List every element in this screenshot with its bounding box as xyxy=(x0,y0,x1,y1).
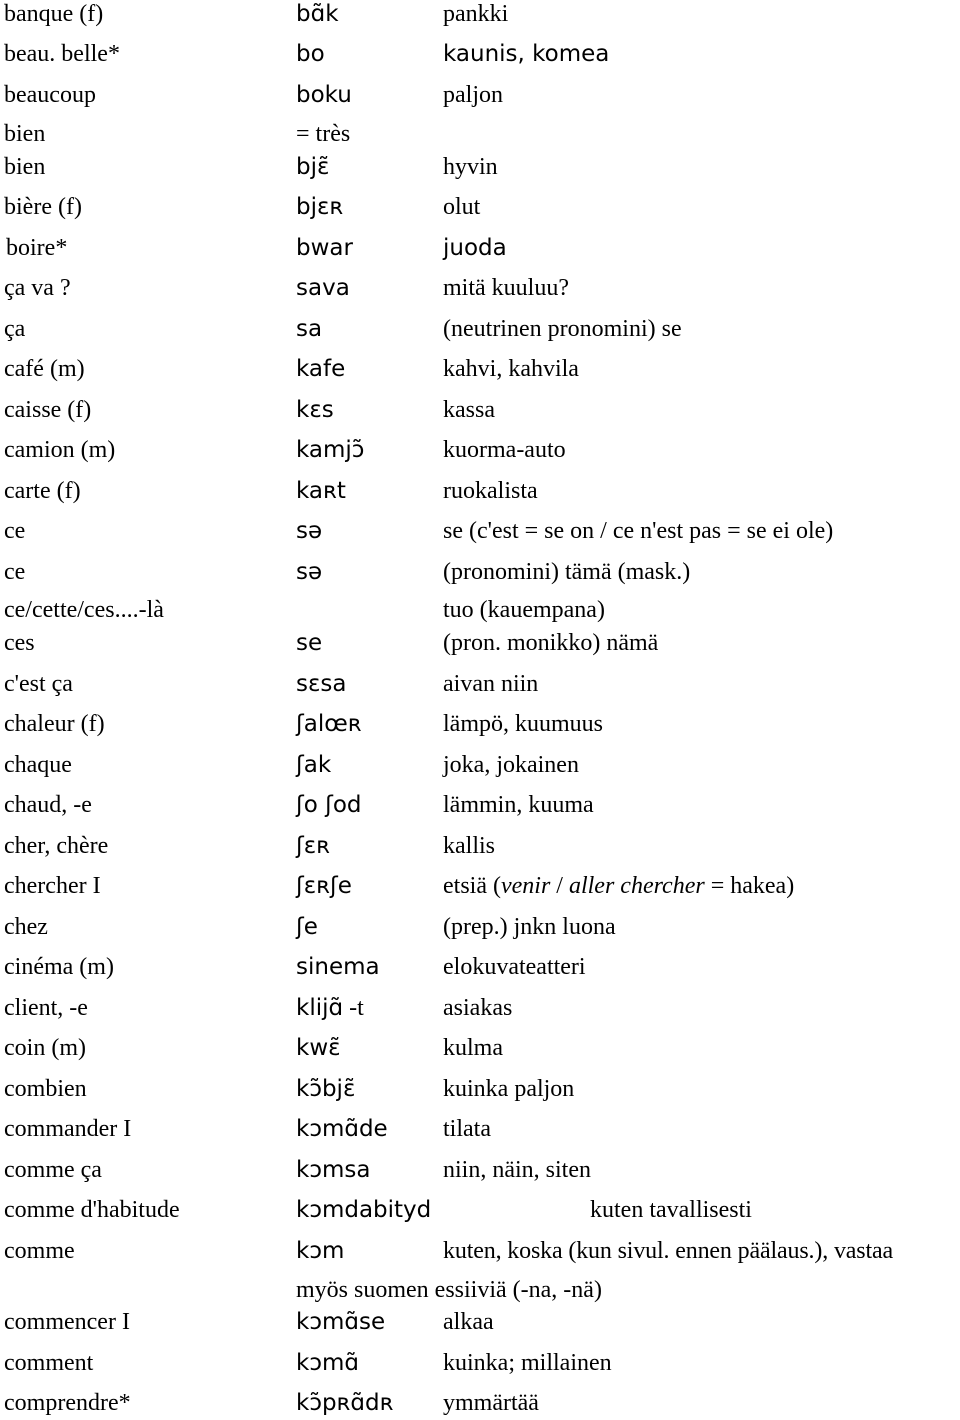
entry-meaning: olut xyxy=(443,194,481,220)
entry-meaning: kahvi, kahvila xyxy=(443,356,579,382)
entry-meaning: juoda xyxy=(443,235,507,261)
entry-word: caisse (f) xyxy=(4,397,92,423)
entry-meaning: lämmin, kuuma xyxy=(443,792,594,818)
entry-pronunciation: kaʀt xyxy=(296,478,346,504)
entry-pronunciation: ʃɛʀʃe xyxy=(296,873,352,899)
entry-pronunciation: kafe xyxy=(296,356,346,382)
entry-pronunciation: kɛs xyxy=(296,397,334,423)
entry-pronunciation: kɔm xyxy=(296,1238,345,1264)
entry-word: ça xyxy=(4,316,26,342)
entry-word: comme xyxy=(4,1238,75,1264)
entry-word: ces xyxy=(4,630,35,656)
entry-pronunciation: kɔ̃pʀɑ̃dʀ xyxy=(296,1390,394,1416)
entry-word: bière (f) xyxy=(4,194,82,220)
entry-meaning: tuo (kauempana) xyxy=(443,597,605,623)
entry-word: chercher I xyxy=(4,873,101,899)
entry-pronunciation: ʃalœʀ xyxy=(296,711,362,737)
entry-pronunciation: bjɛ̃ xyxy=(296,154,330,180)
entry-pronunciation: boku xyxy=(296,82,352,108)
entry-word: comme ça xyxy=(4,1157,102,1183)
entry-pronunciation: sə xyxy=(296,559,323,585)
entry-word: chez xyxy=(4,914,48,940)
entry-pronunciation: kɔmɑ̃se xyxy=(296,1309,386,1335)
entry-meaning: kuorma-auto xyxy=(443,437,566,463)
entry-pronunciation: = très xyxy=(296,121,351,147)
entry-pronunciation: kɔmɑ̃ xyxy=(296,1350,359,1376)
entry-meaning: pankki xyxy=(443,1,509,27)
entry-meaning: asiakas xyxy=(443,995,513,1021)
entry-pronunciation: bjɛʀ xyxy=(296,194,344,220)
entry-meaning: ruokalista xyxy=(443,478,538,504)
entry-pronunciation: sa xyxy=(296,316,323,342)
ipa-main: klijɑ̃ xyxy=(296,995,344,1021)
entry-word: beaucoup xyxy=(4,82,96,108)
entry-meaning xyxy=(443,872,794,900)
meaning-italic: venir xyxy=(500,873,551,899)
entry-pronunciation: bo xyxy=(296,41,325,67)
entry-word: chaque xyxy=(4,752,72,778)
entry-pronunciation: bwar xyxy=(296,235,353,261)
entry-meaning: mitä kuuluu? xyxy=(443,275,569,301)
entry-meaning: niin, näin, siten xyxy=(443,1157,591,1183)
entry-word: carte (f) xyxy=(4,478,81,504)
entry-word: banque (f) xyxy=(4,1,104,27)
entry-meaning: elokuvateatteri xyxy=(443,954,586,980)
entry-meaning: (prep.) jnkn luona xyxy=(443,914,616,940)
entry-word: comment xyxy=(4,1350,94,1376)
entry-meaning: (neutrinen pronomini) se xyxy=(443,316,682,342)
entry-meaning: joka, jokainen xyxy=(443,752,579,778)
entry-pronunciation: ʃo ʃod xyxy=(296,792,362,818)
entry-word: c'est ça xyxy=(4,671,73,697)
entry-word: ce xyxy=(4,559,26,585)
entry-meaning: lämpö, kuumuus xyxy=(443,711,603,737)
ipa-suffix: -t xyxy=(343,995,364,1021)
entry-meaning: paljon xyxy=(443,82,503,108)
entry-word: chaud, -e xyxy=(4,792,92,818)
entry-word: combien xyxy=(4,1076,87,1102)
entry-word: camion (m) xyxy=(4,437,116,463)
entry-word: café (m) xyxy=(4,356,85,382)
meaning-part: etsiä ( xyxy=(443,873,501,899)
entry-word: client, -e xyxy=(4,995,88,1021)
entry-meaning: kuinka paljon xyxy=(443,1076,575,1102)
entry-word: ce xyxy=(4,518,26,544)
entry-word: cher, chère xyxy=(4,833,109,859)
entry-meaning: (pron. monikko) nämä xyxy=(443,630,659,656)
entry-meaning: tilata xyxy=(443,1116,491,1142)
entry-pronunciation: kɔmsa xyxy=(296,1157,371,1183)
entry-word: ça va ? xyxy=(4,275,71,301)
entry-meaning: kassa xyxy=(443,397,495,423)
entry-word: coin (m) xyxy=(4,1035,86,1061)
entry-word: cinéma (m) xyxy=(4,954,114,980)
entry-meaning: kuten tavallisesti xyxy=(590,1197,752,1223)
entry-meaning: kallis xyxy=(443,833,495,859)
entry-pronunciation: ʃɛʀ xyxy=(296,833,331,859)
entry-pronunciation: ʃe xyxy=(296,914,318,940)
entry-meaning: hyvin xyxy=(443,154,498,180)
entry-meaning: (pronomini) tämä (mask.) xyxy=(443,559,691,585)
entry-pronunciation xyxy=(296,994,364,1022)
entry-pronunciation: sava xyxy=(296,275,350,301)
meaning-part: = hakea) xyxy=(704,873,795,899)
entry-pronunciation: kɔ̃bjɛ̃ xyxy=(296,1076,356,1102)
meaning-part: / xyxy=(550,873,569,899)
entry-pronunciation: kamjɔ̃ xyxy=(296,437,365,463)
entry-word: bien xyxy=(4,121,46,147)
meaning-italic: aller chercher xyxy=(568,873,705,899)
entry-meaning: kuinka; millainen xyxy=(443,1350,612,1376)
entry-meaning: aivan niin xyxy=(443,671,539,697)
entry-meaning: se (c'est = se on / ce n'est pas = se ei ole) xyxy=(443,518,834,544)
entry-pronunciation: sɛsa xyxy=(296,671,347,697)
entry-pronunciation: kwɛ̃ xyxy=(296,1035,341,1061)
entry-word: commencer I xyxy=(4,1309,130,1335)
entry-word: bien xyxy=(4,154,46,180)
entry-meaning: kulma xyxy=(443,1035,503,1061)
entry-word: boire* xyxy=(6,235,68,261)
entry-word: comprendre* xyxy=(4,1390,131,1416)
entry-pronunciation: kɔmɑ̃de xyxy=(296,1116,388,1142)
entry-word: commander I xyxy=(4,1116,132,1142)
entry-pronunciation: se xyxy=(296,630,323,656)
entry-pronunciation: sinema xyxy=(296,954,380,980)
entry-pronunciation: kɔmdabityd xyxy=(296,1197,432,1223)
entry-pronunciation: bɑ̃k xyxy=(296,1,339,27)
entry-word: comme d'habitude xyxy=(4,1197,180,1223)
entry-pronunciation: sə xyxy=(296,518,323,544)
entry-meaning: ymmärtää xyxy=(443,1390,539,1416)
entry-word: ce/cette/ces....-là xyxy=(4,597,164,623)
entry-word: chaleur (f) xyxy=(4,711,105,737)
entry-word: beau. belle* xyxy=(4,41,120,67)
entry-meaning: alkaa xyxy=(443,1309,494,1335)
entry-meaning: kaunis, komea xyxy=(443,41,610,67)
entry-pronunciation: ʃak xyxy=(296,752,332,778)
entry-meaning: kuten, koska (kun sivul. ennen päälaus.), vastaa xyxy=(443,1238,894,1264)
entry-meaning-continuation: myös suomen essiiviä (-na, -nä) xyxy=(296,1277,602,1303)
